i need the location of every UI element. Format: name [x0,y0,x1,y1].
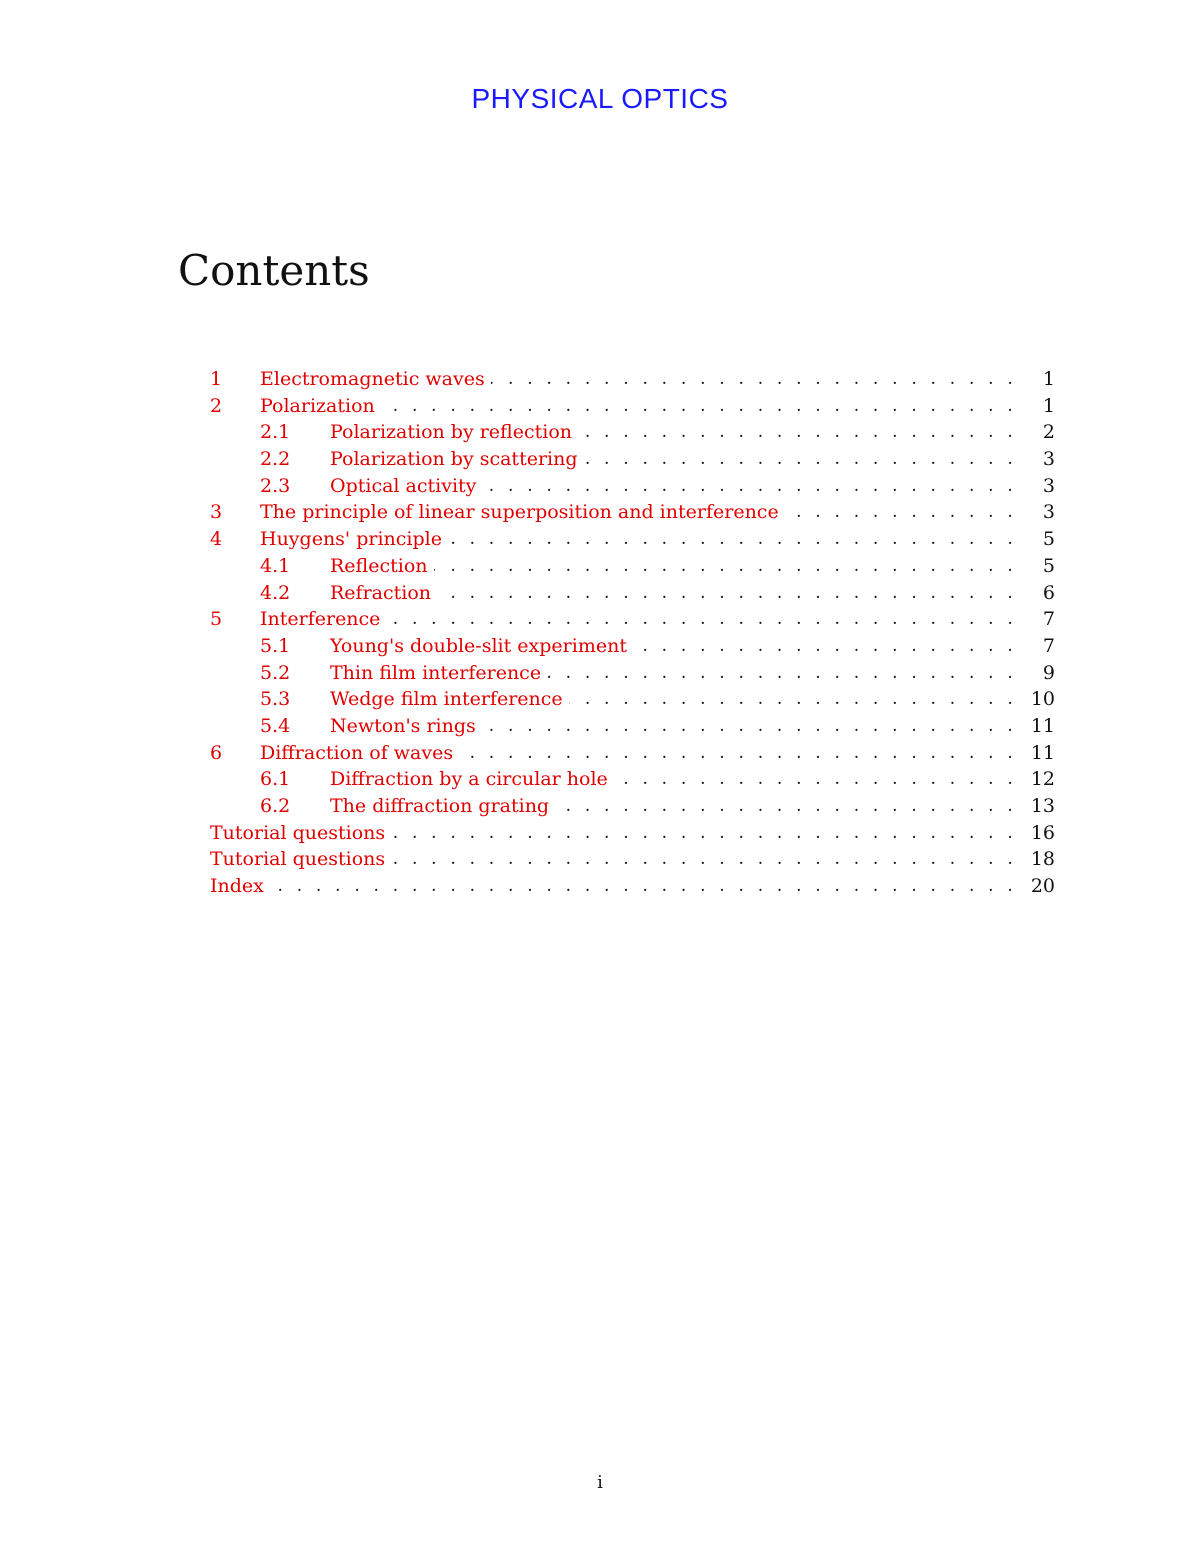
toc-entry[interactable] [210,633,1055,660]
toc-entry-page: 1 [1042,368,1055,390]
table-of-contents [210,366,1055,900]
toc-entry-number[interactable]: 6.2 [260,795,291,817]
dot-leader [578,419,1017,446]
toc-entry-page: 11 [1030,741,1055,764]
toc-entry-page: 5 [1042,528,1055,551]
dot-leader [584,446,1017,473]
toc-entry-title[interactable]: Tutorial questions [210,848,386,871]
toc-entry-title[interactable]: The principle of linear superposition and interference [260,501,779,524]
toc-entry-number[interactable]: 2.3 [260,474,291,497]
toc-entry-title[interactable]: Electromagnetic waves [260,368,485,390]
toc-entry-title[interactable]: Huygens' principle [260,528,442,551]
toc-entry-number[interactable]: 2 [210,394,223,417]
toc-entry-number[interactable]: 5.1 [260,634,291,657]
toc-entry-page: 13 [1030,795,1055,817]
toc-entry-number[interactable]: 5.3 [260,688,291,711]
toc-entry[interactable] [210,846,1055,873]
toc-entry-number[interactable]: 5 [210,608,223,631]
toc-entry-page: 20 [1030,875,1055,898]
toc-entry-title[interactable]: Index [210,875,264,898]
toc-entry-page: 7 [1042,608,1055,631]
toc-entry-number[interactable]: 6.1 [260,768,291,791]
dot-leader [448,526,1017,553]
toc-entry-page: 9 [1042,661,1055,684]
toc-entry[interactable] [210,419,1055,446]
toc-entry[interactable] [210,366,1055,393]
toc-entry-title[interactable]: Tutorial questions [210,821,386,844]
toc-entry-number[interactable]: 1 [210,368,223,390]
toc-entry[interactable] [210,793,1055,820]
toc-entry-page: 12 [1030,768,1055,791]
dot-leader [482,473,1017,500]
toc-entry-title[interactable]: Polarization by reflection [330,421,572,444]
toc-entry-page: 16 [1030,821,1055,844]
toc-entry[interactable] [210,766,1055,793]
toc-entry-number[interactable]: 4.2 [260,581,291,604]
toc-entry-title[interactable]: Interference [260,608,381,631]
toc-entry[interactable] [210,446,1055,473]
toc-entry-page: 11 [1030,714,1055,737]
toc-entry-page: 2 [1042,421,1055,444]
toc-entry[interactable] [210,553,1055,580]
dot-leader [381,393,1017,420]
dot-leader [459,740,1017,767]
toc-entry-number[interactable]: 2.2 [260,448,291,471]
toc-entry-title[interactable]: Wedge film interference [330,688,563,711]
dot-leader [569,686,1017,713]
toc-entry[interactable] [210,393,1055,420]
toc-entry-page: 3 [1042,474,1055,497]
toc-entry-title[interactable]: Polarization by scattering [330,448,578,471]
toc-entry[interactable] [210,713,1055,740]
dot-leader [270,873,1017,900]
dot-leader [391,820,1017,847]
dot-leader [482,713,1017,740]
dot-leader [386,606,1017,633]
toc-entry-title[interactable]: Reflection [330,554,428,577]
toc-entry[interactable] [210,873,1055,900]
toc-entry-page: 6 [1042,581,1055,604]
toc-entry-title[interactable]: Polarization [260,394,375,417]
toc-entry[interactable] [210,473,1055,500]
toc-entry[interactable] [210,686,1055,713]
toc-entry-number[interactable]: 4.1 [260,554,291,577]
toc-entry-number[interactable]: 3 [210,501,223,524]
toc-entry-page: 1 [1042,394,1055,417]
dot-leader [555,793,1017,820]
toc-entry-title[interactable]: Refraction [330,581,432,604]
toc-entry[interactable] [210,606,1055,633]
toc-entry-page: 5 [1042,554,1055,577]
dot-leader [434,553,1018,580]
toc-entry-number[interactable]: 5.2 [260,661,291,684]
dot-leader [437,580,1017,607]
toc-entry-number[interactable]: 4 [210,528,223,551]
toc-entry[interactable] [210,820,1055,847]
toc-entry-page: 3 [1042,448,1055,471]
dot-leader [391,846,1017,873]
toc-entry-title[interactable]: Diffraction by a circular hole [330,768,608,791]
page-number: i [597,1472,603,1493]
dot-leader [547,660,1017,687]
toc-entry-page: 10 [1030,688,1055,711]
toc-entry[interactable] [210,580,1055,607]
toc-entry[interactable] [210,526,1055,553]
toc-entry-title[interactable]: Newton's rings [330,714,476,737]
document-title: PHYSICAL OPTICS [471,83,729,114]
toc-entry-title[interactable]: Young's double-slit experiment [330,634,627,657]
toc-entry-title[interactable]: Diffraction of waves [260,741,454,764]
toc-entry-page: 3 [1042,501,1055,524]
dot-leader [785,499,1017,526]
toc-entry-title[interactable]: Optical activity [330,474,477,497]
toc-entry-title[interactable]: The diffraction grating [330,795,550,817]
toc-entry-title[interactable]: Thin film interference [330,661,542,684]
contents-heading: Contents [178,246,370,295]
dot-leader [614,766,1017,793]
toc-entry[interactable] [210,499,1055,526]
toc-entry-number[interactable]: 6 [210,741,223,764]
toc-entry-page: 7 [1042,634,1055,657]
toc-entry-number[interactable]: 2.1 [260,421,291,444]
toc-entry-number[interactable]: 5.4 [260,714,291,737]
toc-entry[interactable] [210,660,1055,687]
dot-leader [491,366,1017,393]
toc-entry-page: 18 [1030,848,1055,871]
toc-entry[interactable] [210,740,1055,767]
dot-leader [633,633,1017,660]
